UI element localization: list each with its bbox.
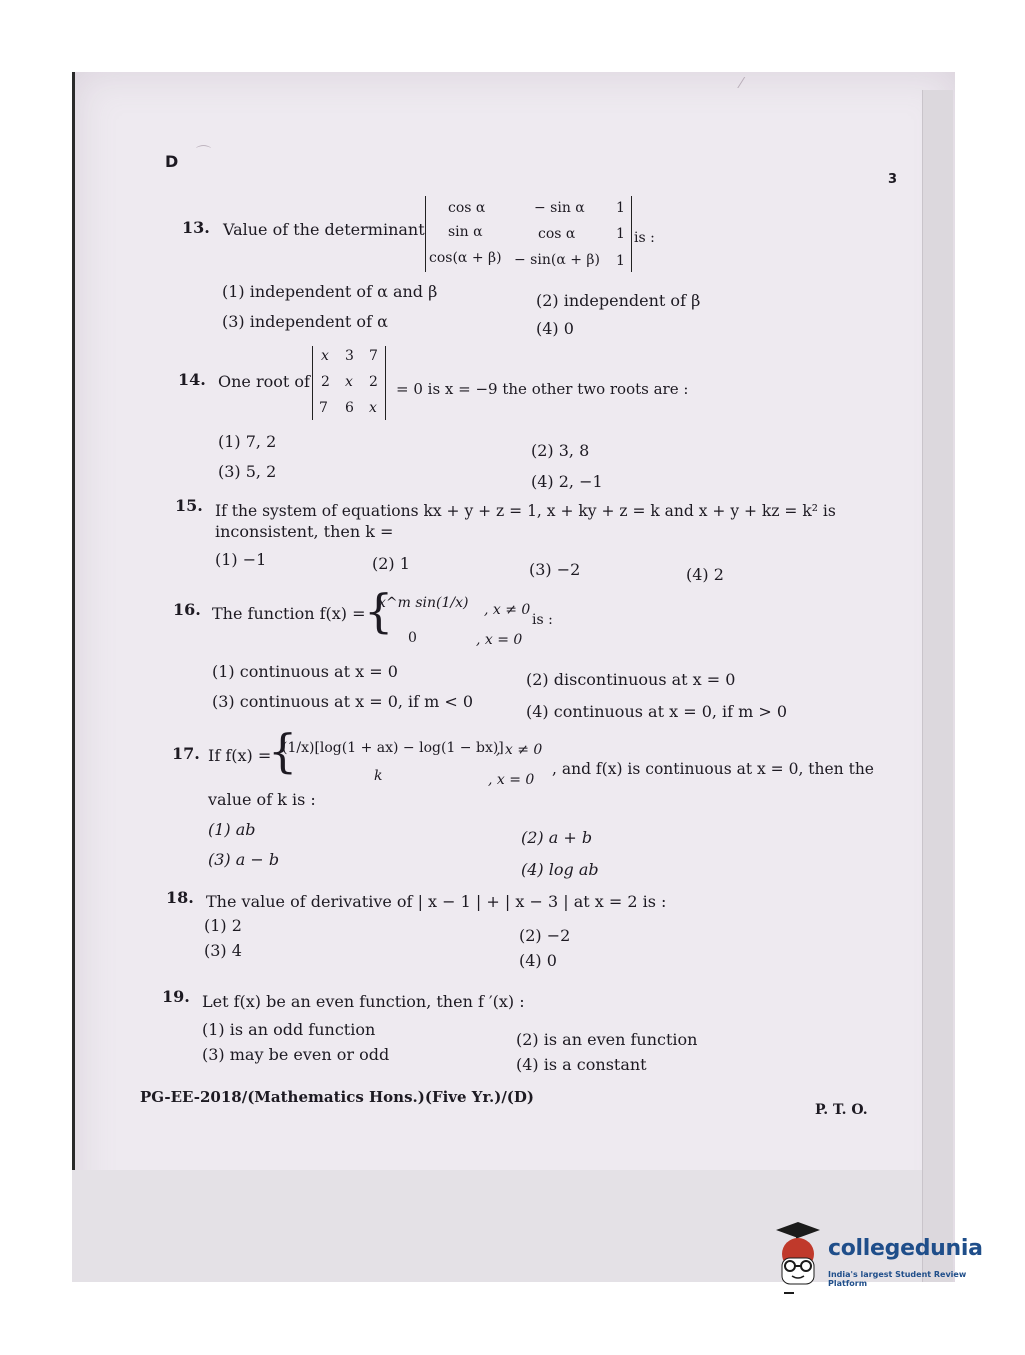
question-text: The function f(x) = [212,604,366,623]
matrix-cell: x [369,400,377,416]
piecewise-brace: { [268,724,298,778]
set-letter: D [165,152,179,171]
question-text: If the system of equations kx + y + z = 1, x + ky + z = k and x + y + kz = k² is [215,502,836,520]
option: (3) a − b [208,850,280,869]
option: (4) log ab [521,860,599,879]
option: (3) continuous at x = 0, if m < 0 [212,692,474,711]
pen-mark: ⌒ [196,144,212,162]
piecewise-case: x^m sin(1/x) [378,595,469,611]
matrix-cell: cos α [448,200,486,216]
option: (2) discontinuous at x = 0 [526,670,736,689]
option: (1) independent of α and β [222,282,438,301]
option: (1) −1 [215,550,267,569]
piecewise-case: (1/x)[log(1 + ax) − log(1 − bx)] [282,740,504,756]
option: (4) is a constant [516,1055,647,1074]
question-number: 16. [173,600,201,619]
mascot-logo-icon [768,1222,826,1302]
piecewise-condition: , x ≠ 0 [496,742,543,758]
option: (2) −2 [519,926,571,945]
brand-name: collegedunia [828,1236,983,1261]
matrix-cell: 6 [345,400,354,416]
option: (3) 4 [204,941,242,960]
question-tail: is : [634,230,655,246]
matrix-cell: cos α [538,226,576,242]
matrix-cell: 2 [321,374,330,390]
question-tail: = 0 is x = −9 the other two roots are : [396,380,689,398]
question-text: The value of derivative of | x − 1 | + | x − 3 | at x = 2 is : [206,892,667,911]
option: (1) is an odd function [202,1020,376,1039]
matrix-cell: 7 [319,400,328,416]
question-text: Let f(x) be an even function, then f ′(x) : [202,992,525,1011]
question-number: 18. [166,888,194,907]
piecewise-condition: , x = 0 [488,772,535,788]
underlying-page-edge [922,90,953,1282]
option: (1) 2 [204,916,242,935]
piecewise-condition: , x ≠ 0 [484,602,531,618]
paper-code: PG-EE-2018/(Mathematics Hons.)(Five Yr.)/(D) [140,1088,535,1106]
matrix-cell: 7 [369,348,378,364]
option: (3) −2 [529,560,581,579]
determinant-matrix [425,196,632,272]
matrix-cell: 1 [616,200,625,216]
question-text-continued: value of k is : [208,790,316,809]
question-text: One root of [218,372,310,391]
option: (4) 0 [536,319,574,338]
question-text: If f(x) = [208,746,272,765]
option: (3) independent of α [222,312,388,331]
option: (2) 1 [372,554,410,573]
option: (3) 5, 2 [218,462,277,481]
option: (4) continuous at x = 0, if m > 0 [526,702,788,721]
option: (2) a + b [521,828,593,847]
page-number: 3 [888,172,898,187]
question-tail: is : [532,612,553,628]
option: (3) may be even or odd [202,1045,390,1064]
matrix-cell: sin α [448,224,483,240]
pen-mark: ⁄ [740,74,743,92]
question-number: 14. [178,370,206,389]
option: (4) 2 [686,565,724,584]
piecewise-case: k [374,768,383,784]
option: (1) ab [208,820,256,839]
determinant-matrix [312,346,386,420]
question-text-continued: inconsistent, then k = [215,522,394,541]
matrix-cell: cos(α + β) [429,250,502,266]
brand-tagline: India's largest Student Review Platform [828,1270,967,1288]
matrix-cell: − sin α [534,200,585,216]
option: (1) continuous at x = 0 [212,662,398,681]
matrix-cell: x [345,374,353,390]
option: (2) independent of β [536,291,701,310]
question-number: 17. [172,744,200,763]
option: (4) 2, −1 [531,472,603,491]
question-text: Value of the determinant [223,220,425,239]
matrix-cell: − sin(α + β) [514,252,600,268]
question-number: 15. [175,496,203,515]
please-turn-over: P. T. O. [815,1102,868,1118]
option: (2) is an even function [516,1030,698,1049]
collegedunia-watermark [768,1222,998,1312]
question-number: 13. [182,218,210,237]
question-number: 19. [162,987,190,1006]
option: (4) 0 [519,951,557,970]
piecewise-case: 0 [408,630,417,646]
piecewise-condition: , x = 0 [476,632,523,648]
matrix-cell: 1 [616,226,625,242]
matrix-cell: 1 [616,253,625,269]
matrix-cell: x [321,348,329,364]
matrix-cell: 2 [369,374,378,390]
option: (2) 3, 8 [531,441,590,460]
option: (1) 7, 2 [218,432,277,451]
matrix-cell: 3 [345,348,354,364]
piecewise-brace: { [364,584,394,638]
question-tail: , and f(x) is continuous at x = 0, then the [552,760,874,778]
